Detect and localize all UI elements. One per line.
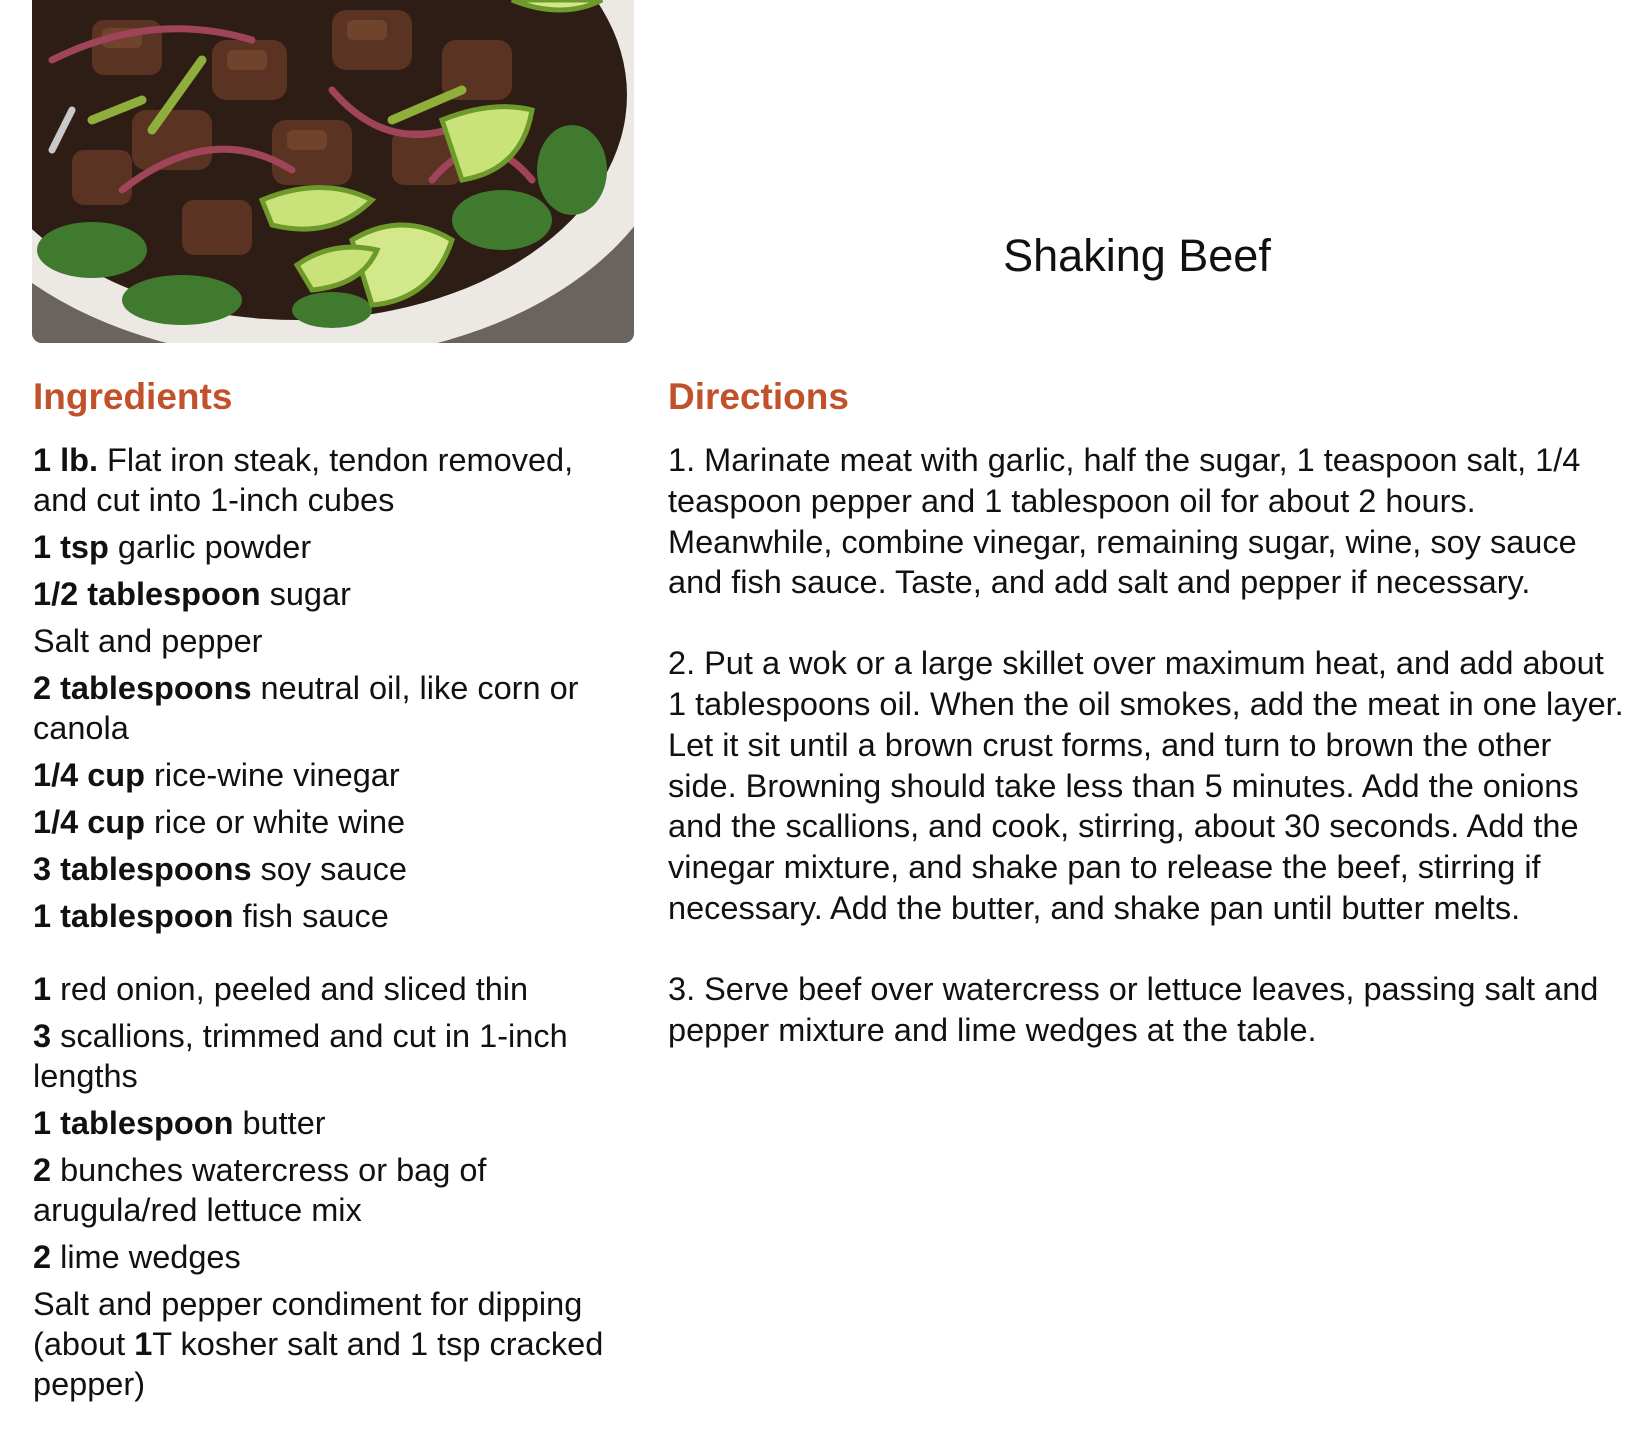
ingredient-item [33,440,633,520]
ingredient-item [33,1150,633,1230]
ingredient-item [33,1103,633,1143]
food-photo-icon [32,0,634,343]
ingredient-quantity: 1 tablespoon [33,898,234,934]
ingredient-quantity: 1 tsp [33,529,109,565]
direction-step: 3. Serve beef over watercress or lettuce leaves, passing salt and pepper mixture and lime wedges at the table. [668,970,1599,1048]
ingredient-quantity: 2 [33,1239,52,1275]
ingredient-quantity: 3 tablespoons [33,851,252,887]
ingredient-item [33,621,633,661]
ingredient-text: rice-wine vinegar [145,757,400,793]
ingredient-quantity: 1/4 cup [33,757,145,793]
directions-list [668,440,1628,1090]
ingredient-text: Salt and pepper condiment for dipping (about [33,1286,583,1362]
ingredient-text: T kosher salt and 1 tsp cracked pepper) [33,1326,604,1402]
ingredient-item [33,802,633,842]
ingredient-item [33,755,633,795]
direction-step: 1. Marinate meat with garlic, half the sugar, 1 teaspoon salt, 1/4 teaspoon pepper and 1 tablespoon oil for about 2 hours. Meanwhile, combine vinegar, remaining sugar, wine, soy sauce and fish sauce. Taste, and add salt and pepper if necessary. [668,442,1581,601]
ingredient-item [33,849,633,889]
ingredient-quantity: 1 tablespoon [33,1105,234,1141]
ingredient-item [33,969,633,1009]
ingredient-text: red onion, peeled and sliced thin [51,971,529,1007]
ingredient-text: butter [233,1105,326,1141]
ingredient-text: soy sauce [251,851,407,887]
ingredient-quantity: 1/4 cup [33,804,145,840]
ingredient-quantity: 1 [33,971,52,1007]
ingredient-quantity: 2 [33,1152,52,1188]
direction-step: 2. Put a wok or a large skillet over maximum heat, and add about 1 tablespoons oil. When the oil smokes, add the meat in one layer. Let it sit until a brown crust forms, and turn to brown the other side. Browning should take less than 5 minutes. Add the onions and the scallions, and cook, stirring, about 30 seconds. Add the vinegar mixture, and shake pan to release the beef, stirring if necessary. Add the butter, and shake pan until butter melts. [668,645,1624,926]
ingredient-text: scallions, trimmed and cut in 1-inch lengths [33,1018,568,1094]
ingredient-quantity: 2 tablespoons [33,670,252,706]
ingredient-item [33,1237,633,1277]
recipe-photo [32,0,634,343]
ingredient-item [33,1016,633,1096]
ingredient-quantity: 1/2 tablespoon [33,576,261,612]
ingredient-item [33,1284,633,1404]
recipe-title: Shaking Beef [1003,230,1271,281]
ingredient-quantity: 1 lb. [33,442,99,478]
ingredient-text: Salt and pepper [33,623,263,659]
ingredient-quantity: 3 [33,1018,52,1054]
ingredient-text: lime wedges [51,1239,241,1275]
ingredient-quantity: 1 [134,1326,153,1362]
ingredient-text: Flat iron steak, tendon removed, and cut into 1-inch cubes [33,442,574,518]
ingredient-text: garlic powder [108,529,312,565]
ingredient-text: sugar [260,576,351,612]
ingredient-text: bunches watercress or bag of arugula/red lettuce mix [33,1152,487,1228]
ingredients-heading: Ingredients [33,376,233,417]
ingredient-item [33,527,633,567]
ingredients-list [33,440,633,1411]
ingredient-text: neutral oil, like corn or canola [33,670,579,746]
ingredient-item [33,574,633,614]
ingredient-item [33,668,633,748]
ingredient-text: rice or white wine [145,804,406,840]
ingredient-text: fish sauce [233,898,389,934]
directions-heading: Directions [668,376,849,417]
ingredient-item [33,896,633,936]
